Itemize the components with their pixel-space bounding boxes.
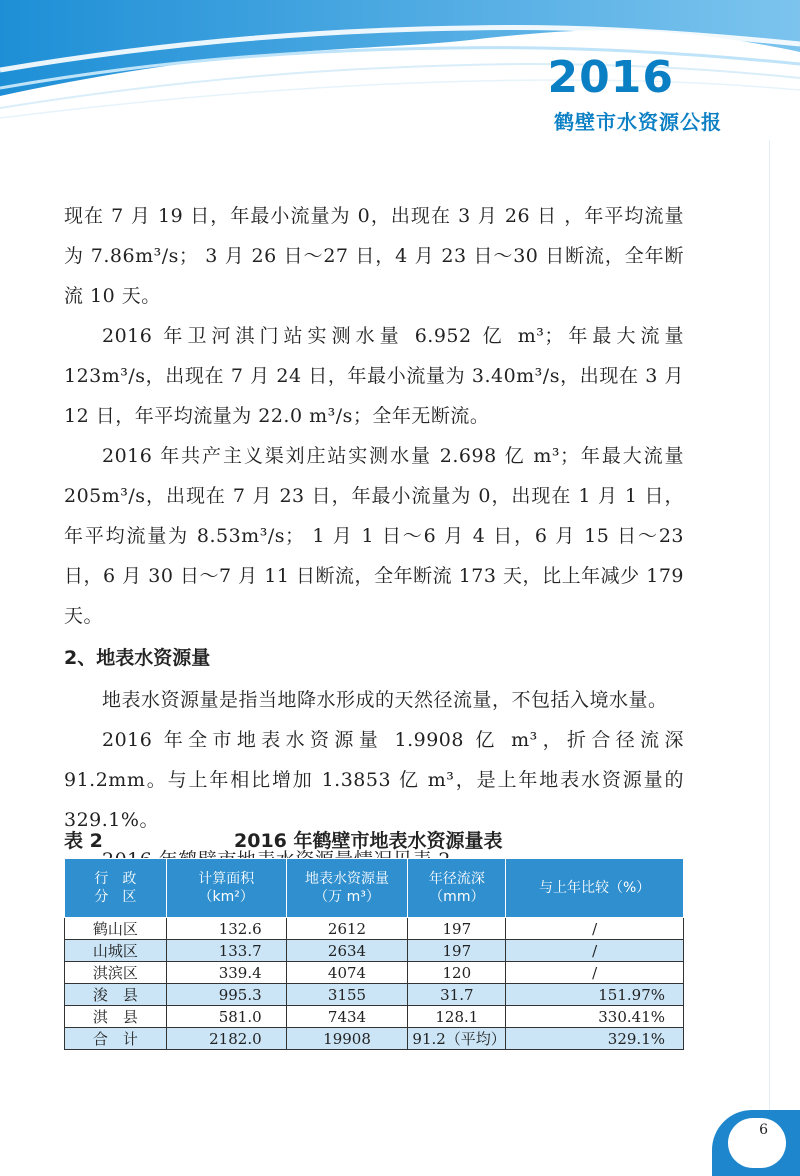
table-cell: 浚 县	[65, 984, 167, 1006]
table-title: 2016 年鹤壁市地表水资源量表	[234, 830, 503, 852]
table-row	[65, 918, 684, 940]
page-edge-line	[769, 140, 770, 1110]
table-cell: 7434	[286, 1006, 408, 1028]
report-year: 2016	[547, 52, 674, 103]
table-cell: 2182.0	[166, 1028, 286, 1050]
paragraph: 2016 年卫河淇门站实测水量 6.952 亿 m³；年最大流量 123m³/s，出现在 7 月 24 日，年最小流量为 3.40m³/s，出现在 3 月 12 日，年平均流量为 22.0 m³/s；全年无断流。	[64, 325, 684, 427]
table-header-row	[65, 859, 684, 918]
paragraph: 现在 7 月 19 日，年最小流量为 0，出现在 3 月 26 日 ，年平均流量为 7.86m³/s； 3 月 26 日～27 日，4 月 23 日～30 日断流，全年断流 10 天。	[64, 205, 684, 307]
table-cell: /	[506, 918, 684, 940]
table-row	[65, 1006, 684, 1028]
table-cell: 197	[408, 918, 506, 940]
table-cell: 2634	[286, 940, 408, 962]
table-row	[65, 940, 684, 962]
section-heading: 2、地表水资源量	[64, 647, 211, 669]
table-cell: 339.4	[166, 962, 286, 984]
table-row	[65, 984, 684, 1006]
column-header: 计算面积 （km²）	[166, 859, 286, 918]
table-cell: 31.7	[408, 984, 506, 1006]
table-cell: 鹤山区	[65, 918, 167, 940]
body-content	[64, 196, 684, 880]
page-number-badge	[728, 1118, 786, 1168]
table-cell: 山城区	[65, 940, 167, 962]
table-cell: 淇 县	[65, 1006, 167, 1028]
table-cell: 133.7	[166, 940, 286, 962]
table-row	[65, 962, 684, 984]
paragraph: 2016 年全市地表水资源量 1.9908 亿 m³，折合径流深 91.2mm。与上年相比增加 1.3853 亿 m³，是上年地表水资源量的 329.1%。	[64, 729, 684, 831]
page-number: 6	[759, 1122, 768, 1138]
table-cell: 151.97%	[506, 984, 684, 1006]
table-cell: 2612	[286, 918, 408, 940]
table-cell: 4074	[286, 962, 408, 984]
table-cell: 330.41%	[506, 1006, 684, 1028]
column-header: 年径流深 （mm）	[408, 859, 506, 918]
column-header: 地表水资源量 （万 m³）	[286, 859, 408, 918]
surface-water-table	[64, 858, 684, 1050]
column-header: 行 政 分 区	[65, 859, 167, 918]
table-cell: 329.1%	[506, 1028, 684, 1050]
table-cell: 合 计	[65, 1028, 167, 1050]
table-cell: 91.2（平均）	[408, 1028, 506, 1050]
table-cell: 132.6	[166, 918, 286, 940]
table-cell: 995.3	[166, 984, 286, 1006]
table-cell: /	[506, 940, 684, 962]
table-cell: 128.1	[408, 1006, 506, 1028]
table-cell: /	[506, 962, 684, 984]
table-caption	[64, 826, 684, 856]
table-cell: 19908	[286, 1028, 408, 1050]
table-cell: 3155	[286, 984, 408, 1006]
table-cell: 淇滨区	[65, 962, 167, 984]
report-title: 鹤壁市水资源公报	[554, 110, 722, 134]
table-cell: 197	[408, 940, 506, 962]
table-cell: 120	[408, 962, 506, 984]
paragraph: 2016 年共产主义渠刘庄站实测水量 2.698 亿 m³；年最大流量 205m³/s，出现在 7 月 23 日，年最小流量为 0，出现在 1 月 1 日，年平均流量为 8.53m³/s； 1 月 1 日～6 月 4 日，6 月 15 日～23 日，6 月 30 日～7 月 11 日断流，全年断流 173 天，比上年减少 179 天。	[64, 445, 684, 627]
table-cell: 581.0	[166, 1006, 286, 1028]
column-header: 与上年比较（%）	[506, 859, 684, 918]
paragraph: 地表水资源量是指当地降水形成的天然径流量，不包括入境水量。	[102, 689, 668, 711]
table-number: 表 2	[64, 830, 103, 852]
table-row	[65, 1028, 684, 1050]
